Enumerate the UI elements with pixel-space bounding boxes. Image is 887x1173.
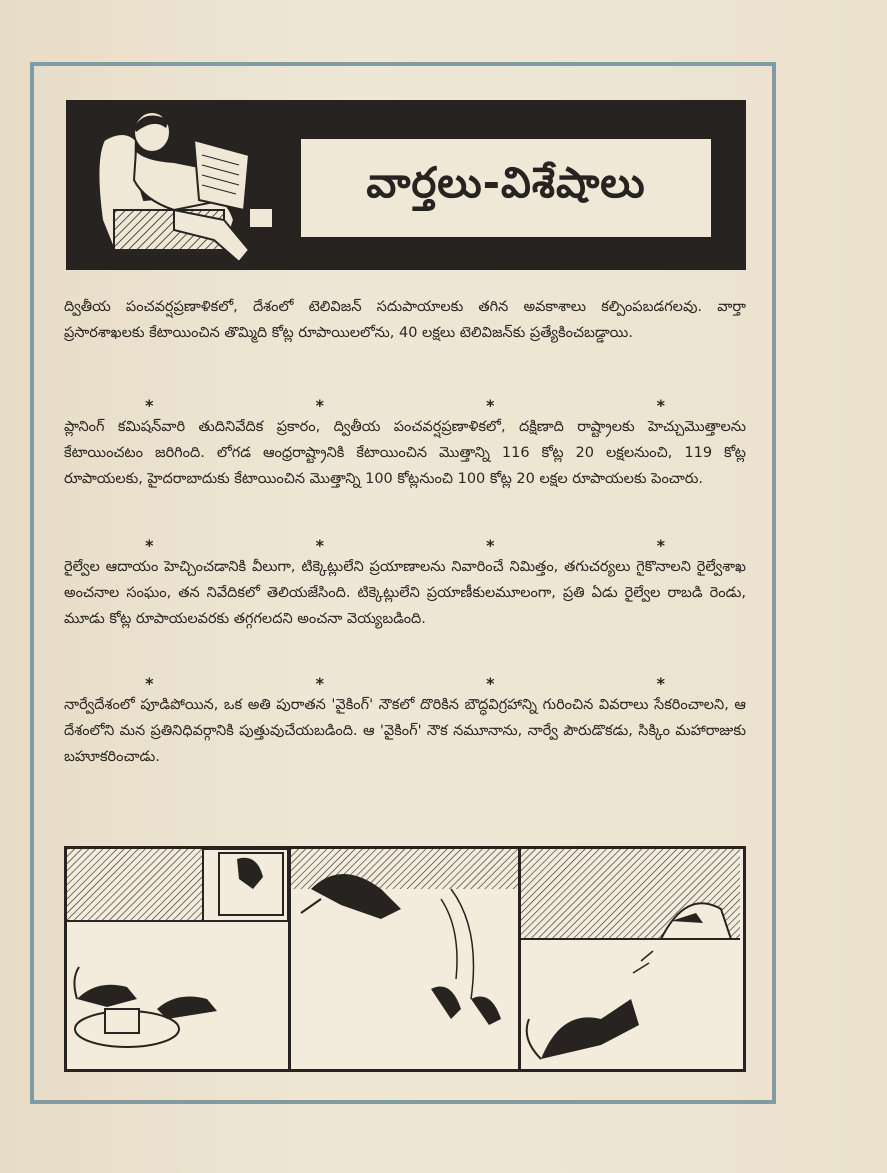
separator-star: * xyxy=(656,674,665,693)
separator-star: * xyxy=(145,396,154,415)
news-paragraph-television: ద్వితీయ పంచవర్షప్రణాళికలో, దేశంలో టెలివిజన్ సదుపాయాలకు తగిన అవకాశాలు కల్పింపబడగలవు. వార్తా ప్రసారశాఖలకు కేటాయించిన తొమ్మిది కోట్ల రూపాయిలలోను, 40 లక్షలు టెలివిజన్‌కు ప్రత్యేకించబడ్డాయి. xyxy=(64,299,746,341)
separator-star: * xyxy=(145,674,154,693)
separator-stars xyxy=(64,536,746,555)
separator-star: * xyxy=(145,536,154,555)
news-paragraph-planning-commission: ప్లానింగ్ కమిషన్‌వారి తుదినివేదిక ప్రకారం, ద్వితీయ పంచవర్షప్రణాళికలో, దక్షిణాది రాష్ట్రాలకు హెచ్చుమొత్తాలను కేటాయించటం జరిగింది. లోగడ ఆంధ్రరాష్ట్రానికి కేటాయించిన మొత్తాన్ని 116 కోట్ల 20 లక్షలనుంచి, 119 కోట్ల రూపాయలకు, హైదరాబాదుకు కేటాయించిన మొత్తాన్ని 100 కోట్లనుంచి 100 కోట్ల 20 లక్షల రూపాయలకు పెంచారు. xyxy=(64,419,746,487)
comic-strip xyxy=(64,846,746,1072)
page-title: వార్తలు-విశేషాలు xyxy=(366,158,646,207)
separator-star: * xyxy=(315,536,324,555)
separator-stars xyxy=(64,396,746,415)
comic-panel-1 xyxy=(67,849,291,1069)
separator-star: * xyxy=(486,536,495,555)
comic-panel-3 xyxy=(521,849,743,1069)
comic-panel-2 xyxy=(291,849,521,1069)
separator-star: * xyxy=(315,674,324,693)
separator-star: * xyxy=(486,396,495,415)
separator-star: * xyxy=(486,674,495,693)
separator-star: * xyxy=(656,396,665,415)
separator-star: * xyxy=(656,536,665,555)
reader-illustration xyxy=(74,100,294,270)
separator-stars xyxy=(64,674,746,693)
title-box xyxy=(298,136,714,240)
header-banner xyxy=(66,100,746,270)
news-paragraph-viking-ship: నార్వేదేశంలో పూడిపోయిన, ఒక అతి పురాతన 'వైకింగ్' నౌకలో దొరికిన బౌద్ధవిగ్రహాన్ని గురించిన వివరాలు సేకరించాలని, ఆ దేశంలోని మన ప్రతినిధివర్గానికి పుత్తువుచేయబడింది. ఆ 'వైకింగ్' నౌక నమూనాను, నార్వే పౌరుడొకడు, సిక్కిం మహారాజుకు బహూకరించాడు. xyxy=(64,697,746,765)
separator-star: * xyxy=(315,396,324,415)
news-paragraph-railways: రైల్వేల ఆదాయం హెచ్చించడానికి వీలుగా, టిక్కెట్లులేని ప్రయాణాలను నివారించే నిమిత్తం, తగుచర్యలు గైకొనాలని రైల్వేశాఖ అంచనాల సంఘం, తన నివేదికలో తెలియజేసింది. టిక్కెట్లులేని ప్రయాణీకులమూలంగా, ప్రతి ఏడు రైల్వేల రాబడి రెండు, మూడు కోట్ల రూపాయలవరకు తగ్గగలదని అంచనా వెయ్యబడింది. xyxy=(64,559,746,627)
